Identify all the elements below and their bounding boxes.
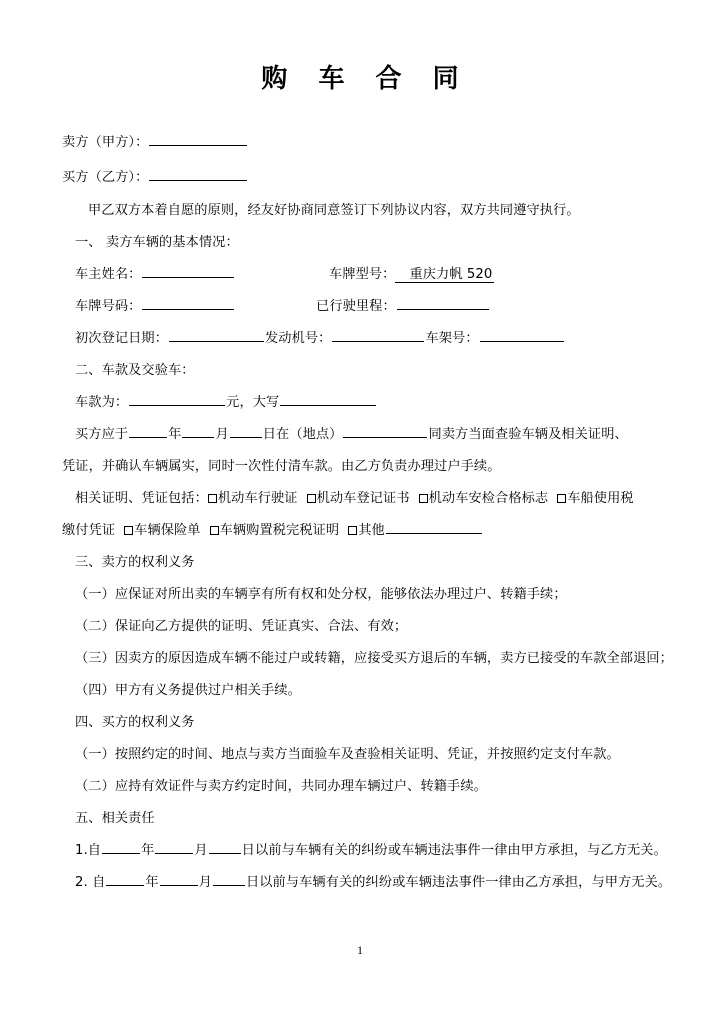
section-two-heading: 二、车款及交验车： <box>75 363 195 378</box>
section-four-heading: 四、买方的权利义务 <box>75 715 195 730</box>
delivery-place-blank[interactable] <box>343 424 427 438</box>
delivery-place-label: 日在（地点） <box>262 427 343 442</box>
page-title: 购 车 合 同 <box>261 64 470 94</box>
engine-number-blank[interactable] <box>332 328 424 342</box>
liability-2-prefix: 2. 自 <box>75 875 106 890</box>
mileage-blank[interactable] <box>397 296 489 310</box>
liability-2-year-blank[interactable] <box>106 872 144 886</box>
other-documents-blank[interactable] <box>386 520 482 534</box>
section-five-item-1 <box>62 835 667 867</box>
delivery-month-label: 月 <box>215 427 229 442</box>
documents-intro-label: 相关证明、凭证包括： <box>75 491 208 506</box>
owner-and-model-row <box>62 259 658 291</box>
delivery-year-blank[interactable] <box>129 424 167 438</box>
delivery-prefix-label: 买方应于 <box>75 427 129 442</box>
delivery-year-label: 年 <box>168 427 182 442</box>
price-label: 车款为： <box>75 395 129 410</box>
liability-2-month-label: 月 <box>198 875 212 890</box>
documents-checklist-line2 <box>62 515 658 547</box>
checkbox-vehicle-vessel-tax[interactable] <box>557 494 566 503</box>
liability-1-suffix: 日以前与车辆有关的纠纷或车辆违法事件一律由甲方承担，与乙方无关。 <box>241 843 667 858</box>
engine-number-label: 发动机号： <box>265 331 332 346</box>
checkbox-label-registration-certificate: 机动车登记证书 <box>316 491 410 506</box>
checkbox-purchase-tax-certificate[interactable] <box>210 526 219 535</box>
checkbox-label-vehicle-vessel-tax-part1: 车船使用税 <box>567 491 634 506</box>
parties-block <box>62 125 658 195</box>
preamble-paragraph: 甲乙双方本着自愿的原则，经友好协商同意签订下列协议内容，双方共同遵守执行。 <box>88 203 580 218</box>
checkbox-label-vehicle-vessel-tax-part2: 缴付凭证 <box>62 523 116 538</box>
liability-1-month-label: 月 <box>194 843 208 858</box>
section-three-item-4: （四）甲方有义务提供过户相关手续。 <box>75 683 301 698</box>
checkbox-driving-license[interactable] <box>208 494 217 503</box>
section-three-item-1: （一）应保证对所出卖的车辆享有所有权和处分权，能够依法办理过户、转籍手续； <box>75 587 567 602</box>
first-registration-blank[interactable] <box>169 328 264 342</box>
vin-label: 车架号： <box>425 331 479 346</box>
section-four-item-2: （二）应持有效证件与卖方约定时间，共同办理车辆过户、转籍手续。 <box>75 779 487 794</box>
section-four-item-1: （一）按照约定的时间、地点与卖方当面验车及查验相关证明、凭证，并按照约定支付车款。 <box>75 747 620 762</box>
section-three-heading: 三、卖方的权利义务 <box>75 555 195 570</box>
seller-label: 卖方（甲方）： <box>62 135 149 150</box>
liability-2-year-label: 年 <box>145 875 159 890</box>
price-uppercase-blank[interactable] <box>280 392 376 406</box>
vin-blank[interactable] <box>480 328 564 342</box>
owner-name-blank[interactable] <box>142 264 234 278</box>
buyer-input-blank[interactable] <box>149 167 247 181</box>
price-row <box>62 387 658 419</box>
liability-2-suffix: 日以前与车辆有关的纠纷或车辆违法事件一律由乙方承担，与甲方无关。 <box>245 875 672 890</box>
plate-number-label: 车牌号码： <box>75 299 142 314</box>
checkbox-label-purchase-tax-certificate: 车辆购置税完税证明 <box>219 523 340 538</box>
model-value[interactable]: 重庆力帆 520 <box>395 267 494 283</box>
liability-2-month-blank[interactable] <box>160 872 198 886</box>
buyer-field-row <box>62 160 658 195</box>
liability-1-year-label: 年 <box>141 843 155 858</box>
seller-field-row <box>62 125 658 160</box>
liability-1-month-blank[interactable] <box>155 840 193 854</box>
section-five-item-2 <box>62 867 672 899</box>
checkbox-label-driving-license: 机动车行驶证 <box>217 491 298 506</box>
section-five-heading: 五、相关责任 <box>75 811 155 826</box>
price-blank[interactable] <box>129 392 225 406</box>
liability-1-year-blank[interactable] <box>102 840 140 854</box>
model-label: 车牌型号： <box>329 267 396 282</box>
checkbox-label-safety-inspection-mark: 机动车安检合格标志 <box>428 491 549 506</box>
delivery-date-row <box>62 419 658 451</box>
plate-and-mileage-row <box>62 291 658 323</box>
section-three-item-3: （三）因卖方的原因造成车辆不能过户或转籍，应接受买方退后的车辆，卖方已接受的车款全部退回； <box>75 651 673 666</box>
liability-1-prefix: 1.自 <box>75 843 102 858</box>
checkbox-other[interactable] <box>348 526 357 535</box>
section-three-item-2: （二）保证向乙方提供的证明、凭证真实、合法、有效； <box>75 619 408 634</box>
delivery-month-blank[interactable] <box>182 424 214 438</box>
checkbox-safety-inspection-mark[interactable] <box>419 494 428 503</box>
seller-input-blank[interactable] <box>149 132 247 146</box>
delivery-suffix-label: 同卖方当面查验车辆及相关证明、 <box>428 427 628 442</box>
liability-1-day-blank[interactable] <box>209 840 241 854</box>
owner-name-label: 车主姓名： <box>75 267 142 282</box>
checkbox-registration-certificate[interactable] <box>307 494 316 503</box>
page-number: 1 <box>357 943 363 957</box>
plate-number-blank[interactable] <box>142 296 234 310</box>
registration-row <box>62 323 658 355</box>
price-unit-label: 元，大写 <box>226 395 280 410</box>
delivery-day-blank[interactable] <box>230 424 262 438</box>
mileage-label: 已行驶里程： <box>316 299 396 314</box>
buyer-label: 买方（乙方）： <box>62 170 149 185</box>
delivery-paragraph-line2: 凭证，并确认车辆属实，同时一次性付清车款。由乙方负责办理过户手续。 <box>62 459 501 474</box>
first-registration-label: 初次登记日期： <box>75 331 169 346</box>
liability-2-day-blank[interactable] <box>213 872 245 886</box>
checkbox-label-insurance-policy: 车辆保险单 <box>134 523 201 538</box>
checkbox-insurance-policy[interactable] <box>124 526 133 535</box>
section-one-heading: 一、 卖方车辆的基本情况： <box>75 235 239 250</box>
checkbox-label-other: 其他 <box>358 523 385 538</box>
documents-checklist-line1 <box>62 483 658 515</box>
